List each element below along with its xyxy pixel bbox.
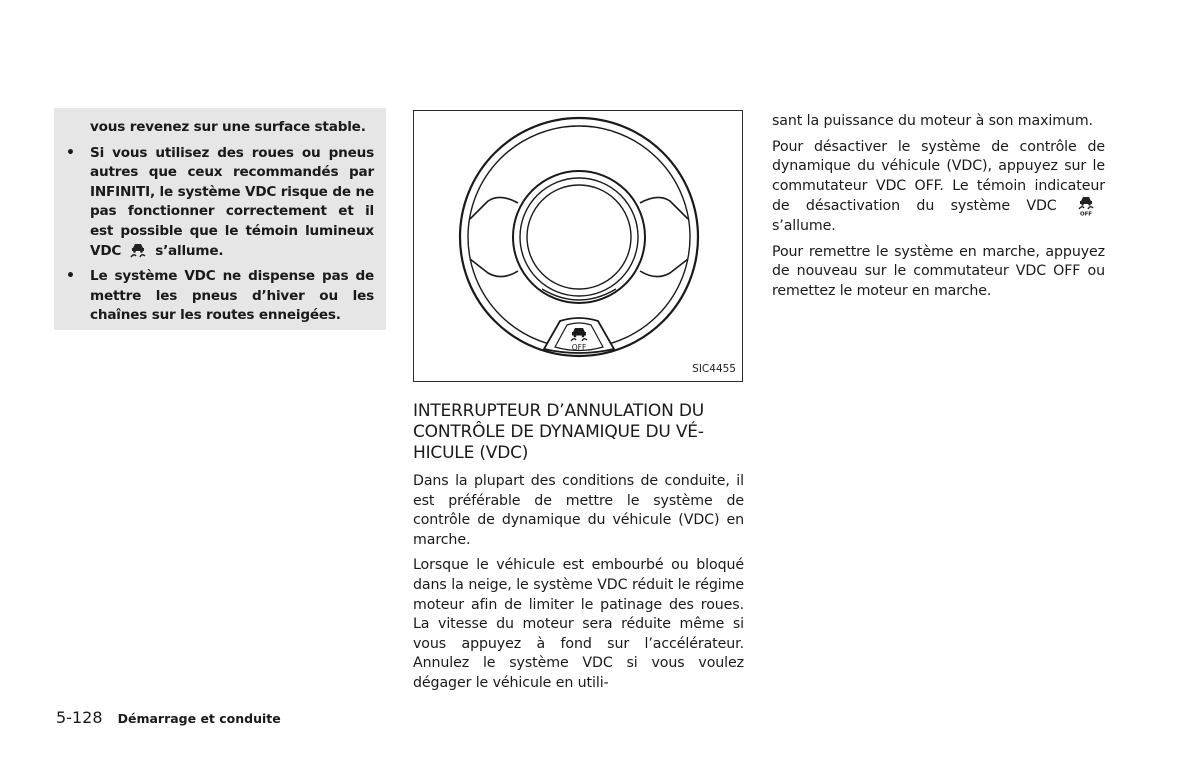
heading-line: CONTRÔLE DE DYNAMIQUE DU VÉ- (413, 422, 704, 442)
bullet-icon: • (66, 144, 75, 161)
chapter-title: Démarrage et conduite (117, 711, 281, 726)
right-column (772, 112, 1105, 307)
vdc-off-indicator-icon (1075, 196, 1097, 216)
body-paragraph: sant la puissance du moteur à son maximum. (772, 113, 1093, 129)
body-paragraph: Pour désactiver le système de contrôle de dynamique du véhicule (VDC), appuyez sur le commutateur VDC OFF. Le témoin indicateur de désactivation du système VDC OFF s’allume. (772, 138, 1105, 234)
svg-text:OFF: OFF (1080, 211, 1092, 217)
heading-line: HICULE (VDC) (413, 443, 529, 463)
warning-text (66, 118, 374, 332)
page-number: 5-128 (56, 708, 103, 727)
body-paragraph: Lorsque le véhicule est embourbé ou bloqué dans la neige, le système VDC réduit le régime moteur afin de limiter le patinage des roues. La vitesse du moteur sera réduite même si vous appuyez à fond sur l’accélérateur. Annulez le système VDC si vous voulez dégager le véhicule en utili- (413, 557, 744, 691)
vdc-skid-icon (127, 242, 149, 258)
warning-item-tires: • Si vous utilisez des roues ou pneus autres que ceux recommandés par INFINITI, le système VDC risque de ne pas fonctionner correctement et il est possible que le témoin lumineux VDC s’allume. (66, 144, 374, 259)
heading-line: INTERRUPTEUR D’ANNULATION DU (413, 401, 704, 421)
body-paragraph: Dans la plupart des conditions de conduite, il est préférable de mettre le système de contrôle de dynamique du véhicule (VDC) en marche. (413, 473, 744, 548)
bullet-icon: • (66, 268, 75, 285)
warning-item-continuation: vous revenez sur une surface stable. (90, 119, 366, 135)
page-footer (56, 708, 281, 727)
figure-code: SIC4455 (692, 363, 736, 375)
middle-column (413, 472, 744, 700)
warning-item-snow: • Le système VDC ne dispense pas de mettre les pneus d’hiver ou les chaînes sur les routes enneigées. (66, 268, 374, 324)
switch-label: OFF (571, 343, 587, 352)
section-heading (413, 401, 748, 464)
steering-wheel-figure (413, 110, 743, 382)
body-paragraph: Pour remettre le système en marche, appuyez de nouveau sur le commutateur VDC OFF ou remettez le moteur en marche. (772, 243, 1105, 299)
steering-wheel-illustration (414, 111, 744, 383)
